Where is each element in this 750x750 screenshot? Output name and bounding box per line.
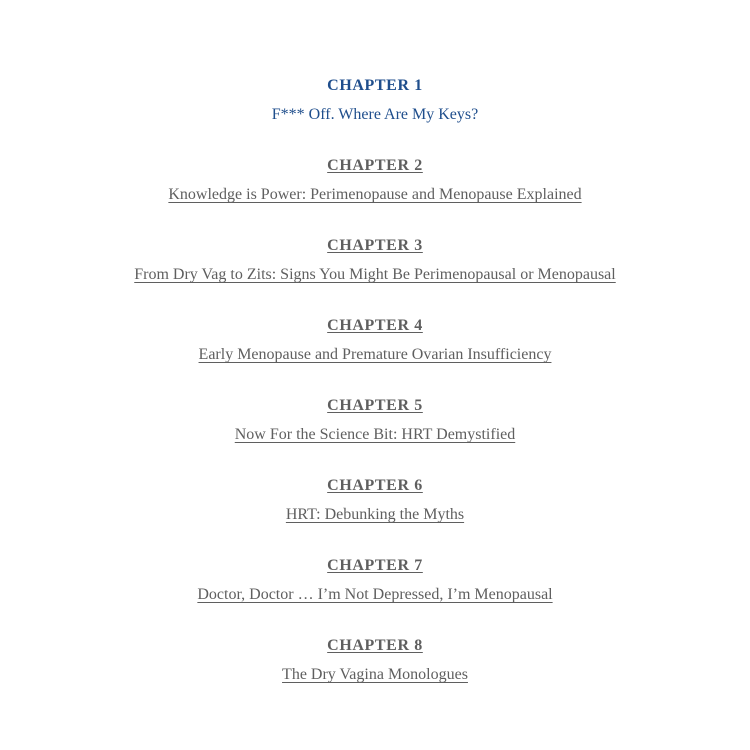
toc-entry-chapter-1[interactable] bbox=[0, 72, 750, 152]
chapter-label[interactable]: CHAPTER 7 bbox=[327, 557, 423, 574]
chapter-title-link[interactable]: Early Menopause and Premature Ovarian Insufficiency bbox=[198, 346, 552, 363]
chapter-label[interactable]: CHAPTER 4 bbox=[327, 317, 423, 334]
toc-entry-chapter-2[interactable] bbox=[0, 152, 750, 232]
chapter-label[interactable]: CHAPTER 2 bbox=[327, 157, 423, 174]
chapter-label[interactable]: CHAPTER 1 bbox=[327, 77, 423, 94]
toc-entry-chapter-6[interactable] bbox=[0, 472, 750, 552]
chapter-title-link[interactable]: Doctor, Doctor … I’m Not Depressed, I’m Menopausal bbox=[197, 586, 553, 603]
chapter-title-link[interactable]: HRT: Debunking the Myths bbox=[285, 506, 465, 523]
table-of-contents bbox=[0, 72, 750, 712]
chapter-label[interactable]: CHAPTER 3 bbox=[327, 237, 423, 254]
chapter-title-link[interactable]: From Dry Vag to Zits: Signs You Might Be Perimenopausal or Menopausal bbox=[134, 266, 616, 283]
toc-entry-chapter-3[interactable] bbox=[0, 232, 750, 312]
toc-entry-chapter-5[interactable] bbox=[0, 392, 750, 472]
toc-entry-chapter-7[interactable] bbox=[0, 552, 750, 632]
chapter-label[interactable]: CHAPTER 6 bbox=[327, 477, 423, 494]
chapter-label[interactable]: CHAPTER 8 bbox=[327, 637, 423, 654]
chapter-label[interactable]: CHAPTER 5 bbox=[327, 397, 423, 414]
chapter-title-link[interactable]: Now For the Science Bit: HRT Demystified bbox=[234, 426, 516, 443]
toc-entry-chapter-8[interactable] bbox=[0, 632, 750, 712]
chapter-title-link[interactable]: F*** Off. Where Are My Keys? bbox=[271, 106, 479, 123]
chapter-title-link[interactable]: Knowledge is Power: Perimenopause and Menopause Explained bbox=[168, 186, 582, 203]
toc-entry-chapter-4[interactable] bbox=[0, 312, 750, 392]
chapter-title-link[interactable]: The Dry Vagina Monologues bbox=[282, 666, 468, 683]
